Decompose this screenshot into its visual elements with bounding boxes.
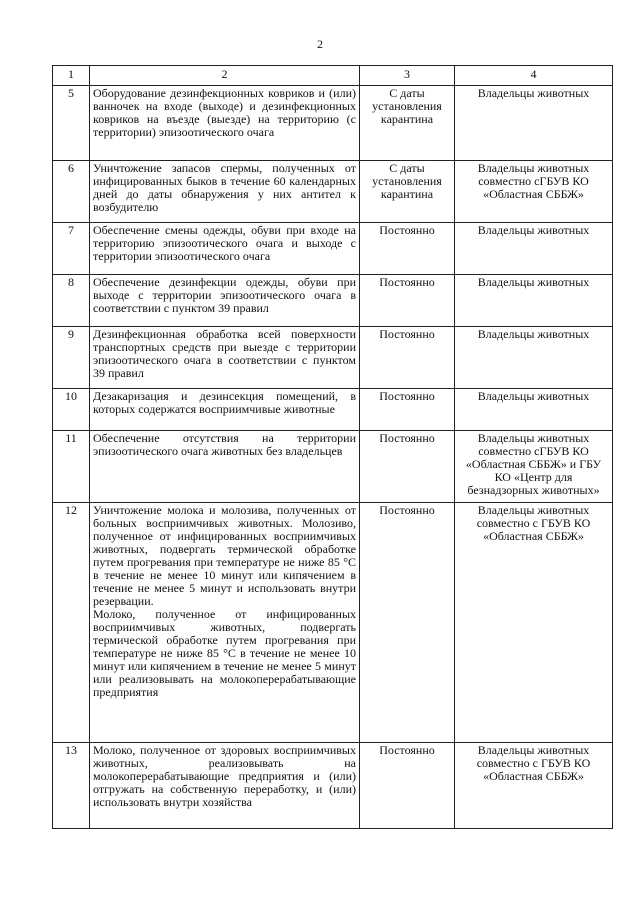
description-paragraph: Обеспечение смены одежды, обуви при входе на территорию эпизоотического очага и выходе с территории эпизоотического очага xyxy=(93,223,356,263)
measure-responsible: Владельцы животных xyxy=(455,275,613,327)
table-row xyxy=(53,389,613,431)
measures-table xyxy=(52,65,613,829)
table-row xyxy=(53,327,613,389)
row-number: 9 xyxy=(53,327,90,389)
row-number: 7 xyxy=(53,223,90,275)
measure-responsible: Владельцы животных совместно сГБУВ КО «Областная СББЖ» xyxy=(455,161,613,223)
description-paragraph: Обеспечение отсутствия на территории эпизоотического очага животных без владельцев xyxy=(93,431,356,458)
row-number: 13 xyxy=(53,743,90,829)
measure-timing: Постоянно xyxy=(360,431,455,503)
measure-timing: С даты установления карантина xyxy=(360,161,455,223)
description-paragraph: Дезинфекционная обработка всей поверхности транспортных средств при выезде с территории эпизоотического очага в соответствии с пунктом 39 правил xyxy=(93,327,356,380)
header-cell: 1 xyxy=(53,66,90,86)
description-paragraph: Молоко, полученное от инфицированных восприимчивых животных, подвергать термической обработке путем прогревания при температуре не ниже 85 °C в течение не менее 10 минут или кипячением в течение не менее 5 минут или реализовывать на молокоперерабатывающие предприятия xyxy=(93,607,356,699)
measure-timing: Постоянно xyxy=(360,223,455,275)
row-number: 10 xyxy=(53,389,90,431)
measure-responsible: Владельцы животных совместно с ГБУВ КО «Областная СББЖ» xyxy=(455,743,613,829)
row-number: 5 xyxy=(53,86,90,161)
measure-responsible: Владельцы животных xyxy=(455,389,613,431)
measure-responsible: Владельцы животных совместно сГБУВ КО «Областная СББЖ» и ГБУ КО «Центр для безнадзорных животных» xyxy=(455,431,613,503)
measure-timing: Постоянно xyxy=(360,389,455,431)
measure-description xyxy=(90,275,360,327)
header-cell: 2 xyxy=(90,66,360,86)
measure-description xyxy=(90,327,360,389)
measure-timing: Постоянно xyxy=(360,275,455,327)
measure-description xyxy=(90,431,360,503)
measure-timing: Постоянно xyxy=(360,327,455,389)
page-number: 2 xyxy=(317,37,323,51)
measure-responsible: Владельцы животных xyxy=(455,223,613,275)
table-row xyxy=(53,503,613,743)
measure-description xyxy=(90,743,360,829)
description-paragraph: Дезакаризация и дезинсекция помещений, в которых содержатся восприимчивые животные xyxy=(93,389,356,416)
measure-description xyxy=(90,389,360,431)
table-row xyxy=(53,431,613,503)
description-paragraph: Обеспечение дезинфекции одежды, обуви при выходе с территории эпизоотического очага в соответствии с пунктом 39 правил xyxy=(93,275,356,315)
measure-description xyxy=(90,161,360,223)
measure-description xyxy=(90,86,360,161)
description-paragraph: Уничтожение запасов спермы, полученных от инфицированных быков в течение 60 календарных дней до даты обнаружения у них антител к возбудителю xyxy=(93,161,356,214)
table-row xyxy=(53,223,613,275)
measure-timing: Постоянно xyxy=(360,503,455,743)
table-row xyxy=(53,275,613,327)
table-header-row xyxy=(53,66,613,86)
row-number: 11 xyxy=(53,431,90,503)
measure-responsible: Владельцы животных xyxy=(455,86,613,161)
measure-description xyxy=(90,503,360,743)
row-number: 6 xyxy=(53,161,90,223)
table-row xyxy=(53,743,613,829)
header-cell: 4 xyxy=(455,66,613,86)
table-row xyxy=(53,161,613,223)
measure-responsible: Владельцы животных xyxy=(455,327,613,389)
description-paragraph: Уничтожение молока и молозива, полученных от больных восприимчивых животных. Молозиво, полученное от инфицированных восприимчивых животных, подвергать термической обработке путем прогревания при температуре не ниже 85 °C в течение не менее 10 минут или кипячением в течение не менее 5 минут и использовать внутри резервации. xyxy=(93,503,356,608)
table-row xyxy=(53,86,613,161)
measure-timing: С даты установления карантина xyxy=(360,86,455,161)
measure-responsible: Владельцы животных совместно с ГБУВ КО «Областная СББЖ» xyxy=(455,503,613,743)
measure-description xyxy=(90,223,360,275)
row-number: 12 xyxy=(53,503,90,743)
row-number: 8 xyxy=(53,275,90,327)
description-paragraph: Оборудование дезинфекционных ковриков и (или) ванночек на входе (выходе) и дезинфекционных ковриков на въезде (выезде) на территорию (с территории) эпизоотического очага xyxy=(93,86,356,139)
measure-timing: Постоянно xyxy=(360,743,455,829)
header-cell: 3 xyxy=(360,66,455,86)
description-paragraph: Молоко, полученное от здоровых восприимчивых животных, реализовывать на молокоперерабатывающие предприятия и (или) отгружать на собственную переработку, и (или) использовать внутри хозяйства xyxy=(93,743,356,809)
